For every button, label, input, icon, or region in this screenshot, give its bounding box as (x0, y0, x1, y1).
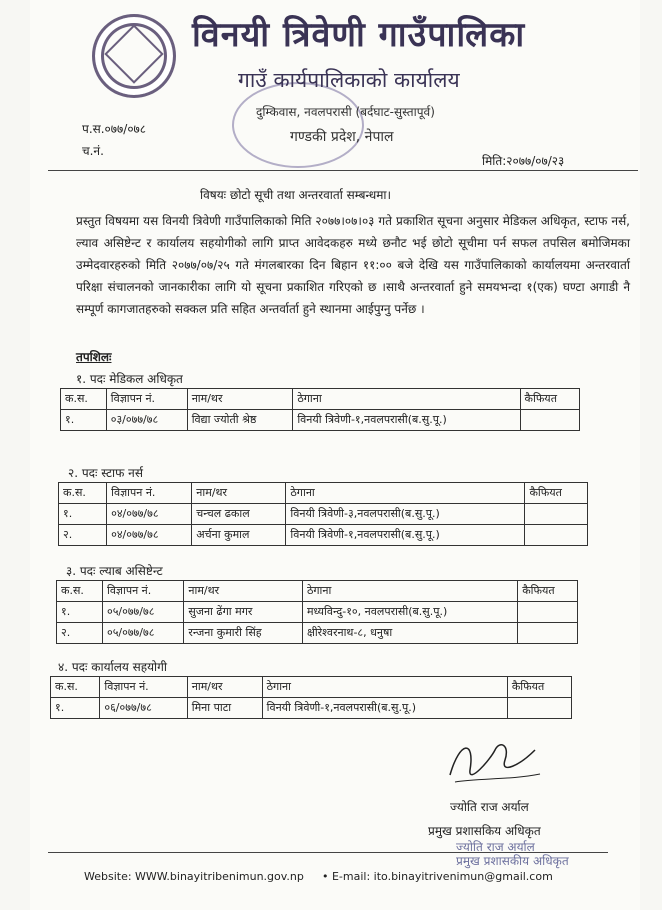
table-row: १. ०४/०७७/७८ चन्चल ढकाल विनयी त्रिवेणी-३,नवलपरासी(ब.सु.पू.) (59, 504, 588, 525)
dispatch-number: च.नं. (82, 144, 104, 158)
post-title-1: १. पदः मेडिकल अधिकृत (76, 372, 183, 386)
col-address: ठेगाना (302, 581, 517, 602)
table-row: १. ०३/०७७/७८ विद्या ज्योती श्रेष्ठ विनयी त्रिवेणी-१,नवलपरासी(ब.सु.पू.) (61, 410, 580, 431)
signatory-title: प्रमुख प्रशासकिय अधिकृत (428, 824, 541, 838)
col-address: ठेगाना (262, 677, 507, 698)
col-name: नाम/थर (187, 677, 262, 698)
col-name: नाम/थर (187, 389, 293, 410)
stamp-name: ज्योति राज अर्याल (456, 840, 535, 854)
office-stamp (232, 82, 364, 168)
details-heading: तपशिलः (76, 350, 112, 364)
signatory-name: ज्योति राज अर्याल (450, 800, 529, 814)
col-ad-no: विज्ञापन नं. (100, 677, 187, 698)
office-name: विनयी त्रिवेणी गाउँपालिका (192, 15, 526, 55)
candidate-table-4 (50, 676, 572, 719)
office-subtitle: गाउँ कार्यपालिकाको कार्यालय (238, 68, 460, 92)
col-ad-no: विज्ञापन नं. (102, 581, 183, 602)
table-row: २. ०४/०७७/७८ अर्चना कुमाल विनयी त्रिवेणी-१,नवलपरासी(ब.सु.पू.) (59, 525, 588, 546)
table-row: १. ०५/०७७/७८ सुजना ढेंगा मगर मध्यविन्दु-१०, नवलपरासी(ब.सु.पू.) (57, 602, 578, 623)
col-ad-no: विज्ञापन नं. (106, 389, 187, 410)
header-divider (48, 170, 638, 171)
col-address: ठेगाना (286, 483, 525, 504)
footer-divider (48, 852, 608, 853)
signature-icon (440, 730, 550, 790)
letter-subject: विषयः छोटो सूची तथा अन्तरवार्ता सम्बन्धमा। (200, 188, 392, 202)
stamp-title: प्रमुख प्रशासकीय अधिकृत (456, 854, 569, 868)
col-name: नाम/थर (184, 581, 303, 602)
col-sn: क.स. (59, 483, 107, 504)
col-ad-no: विज्ञापन नं. (107, 483, 192, 504)
letter-number: प.स.०७७/०७८ (82, 122, 147, 136)
table-row: २. ०५/०७७/७८ रन्जना कुमारी सिंह क्षीरेश्वरनाथ-८, धनुषा (57, 623, 578, 644)
col-name: नाम/थर (192, 483, 286, 504)
col-remarks: कैफियत (518, 581, 578, 602)
post-title-4: ४. पदः कार्यालय सहयोगी (58, 660, 168, 674)
col-remarks: कैफियत (520, 389, 579, 410)
office-address: दुम्किवास, नवलपरासी (बर्दघाट-सुस्तापूर्व) (256, 105, 435, 119)
col-sn: क.स. (57, 581, 103, 602)
letter-date: मिति:२०७७/०७/२३ (482, 154, 565, 168)
signatory-stamp (456, 840, 569, 868)
candidate-table-3 (56, 580, 578, 644)
footer-website: Website: WWW.binayitribenimun.gov.np (84, 870, 304, 883)
reference-block (82, 118, 146, 162)
candidate-table-1 (60, 388, 580, 431)
table-row: १. ०६/०७७/७८ मिना पाटा विनयी त्रिवेणी-१,नवलपरासी(ब.सु.पू.) (51, 698, 572, 719)
footer-email: • E-mail: ito.binayitrivenimun@gmail.com (322, 870, 553, 883)
municipality-emblem-icon (92, 14, 176, 98)
col-sn: क.स. (61, 389, 107, 410)
office-province: गण्डकी प्रदेश, नेपाल (290, 129, 394, 145)
col-address: ठेगाना (293, 389, 520, 410)
post-title-3: ३. पदः ल्याब असिष्टेन्ट (66, 564, 163, 578)
col-remarks: कैफियत (507, 677, 571, 698)
post-title-2: २. पदः स्टाफ नर्स (68, 466, 143, 480)
candidate-table-2 (58, 482, 588, 546)
col-sn: क.स. (51, 677, 100, 698)
col-remarks: कैफियत (525, 483, 588, 504)
letter-body: प्रस्तुत विषयमा यस विनयी त्रिवेणी गाउँपालिकाको मिति २०७७।०७।०३ गते प्रकाशित सूचना अनुसार मेडिकल अधिकृत, स्टाफ नर्स, ल्याव असिष्टेन्ट र कार्यालय सहयोगीको लागि प्राप्त आवेदकहरु मध्ये छनौट भई छोटो सूचीमा पर्न सफल तपसिल बमोजिमका उम्मेदवारहरुको मिति २०७७/०७/२५ गते मंगलबारका दिन बिहान ११:०० बजे देखि यस गाउँपालिकाको कार्यालयमा अन्तरवार्ता परिक्षा संचालनको जानकारीका लागि यो सूचना प्रकाशित गरिएको छ ।साथै अन्तरवार्ता हुने समयभन्दा १(एक) घण्टा अगाडी नै सम्पूर्ण कागजातहरुको सक्कल प्रति सहित अन्तर्वार्ता हुने स्थानमा आईपुग्नु पर्नेछ । (76, 214, 630, 316)
